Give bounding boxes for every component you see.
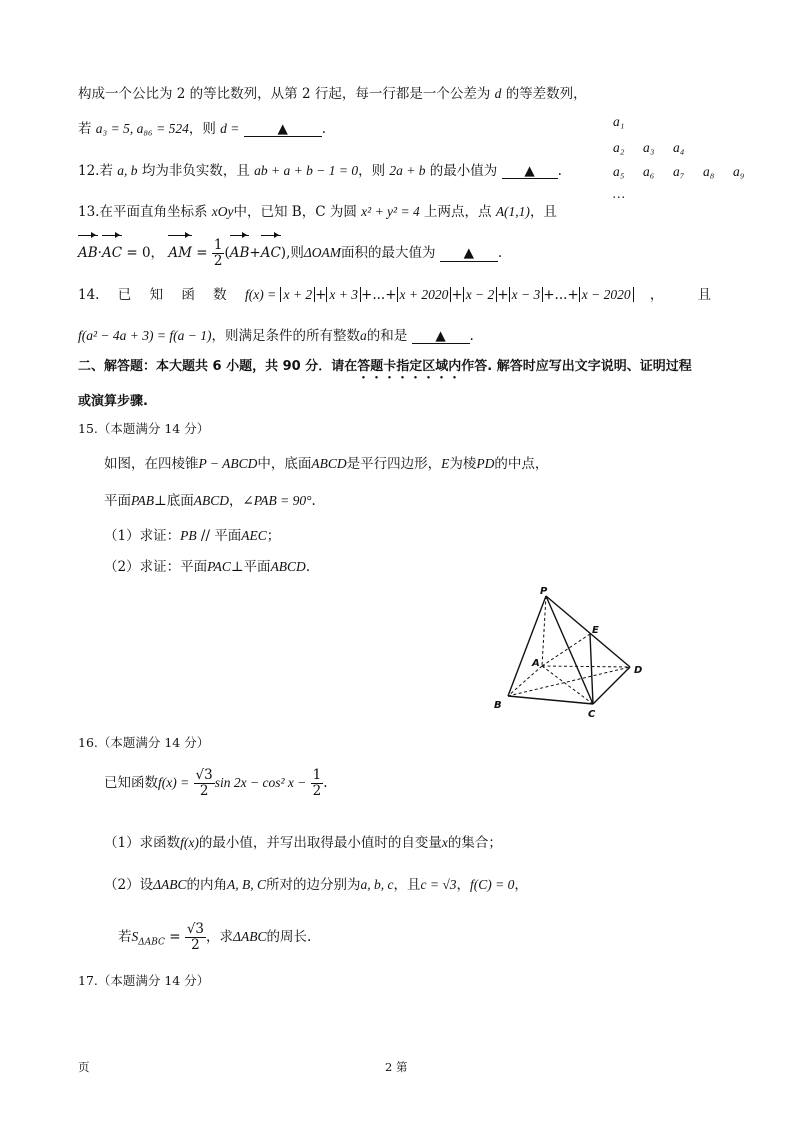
label-B: B (494, 700, 502, 711)
edge-CE (590, 634, 593, 704)
page-number: 2 第 (385, 1060, 408, 1074)
q12-line: 12.若 a, b 均为非负实数，且 ab + a + b − 1 = 0，则 2a + b 的最小值为 ▲ . (78, 163, 562, 179)
q13-line1: 13.在平面直角坐标系 xOy中，已知 B，C 为圆 x² + y² = 4 上两点，点 A(1,1)，且 (78, 204, 557, 220)
q15-line2: 平面PAB⊥底面ABCD，∠PAB = 90°. (104, 493, 316, 509)
q15-part2: （2）求证：平面PAC⊥平面ABCD. (104, 559, 311, 575)
fraction-half: $\frac{1}{2}$ (213, 237, 223, 269)
edge-BC (508, 696, 593, 704)
answer-blank-13[interactable]: ▲ (440, 245, 498, 262)
q14-line2: f(a² − 4a + 3) = f(a − 1)，则满足条件的所有整数a的和是 ▲ . (78, 328, 474, 344)
section-heading-line2: 或演算步骤. (78, 394, 148, 409)
label-D: D (634, 665, 643, 676)
q11-line2: 若 a₃ = 5, a₈₆ = 524，则 d = ▲ . (78, 121, 326, 137)
fraction-one-half: $\frac{1}{2}$ (312, 767, 322, 799)
fraction-sqrt3-over-2: $\frac{√3}{2}$ (195, 767, 213, 799)
label-E: E (592, 625, 599, 636)
edge-PC (546, 596, 593, 704)
label-A: A (532, 658, 540, 669)
q11-line1: 构成一个公比为 2 的等比数列，从第 2 行起，每一行都是一个公差为 d 的等差数列， (78, 86, 587, 102)
section-heading: 二、解答题：本大题共 6 小题，共 90 分．请在答题卡指定区域内作答. 解答时应写出文字说明、证明过程 (78, 359, 692, 374)
fraction-area: $\frac{√3}{2}$ (186, 921, 205, 953)
label-P: P (540, 586, 548, 597)
q14-line1: 14. 已 知 函 数 f(x) = x + 2 + x + 3 +...+ x + 2020 + x − 2 + x − 3 +...+ x − 2020 ， 且 (78, 287, 712, 303)
q17-header: 17.（本题满分 14 分） (78, 973, 210, 988)
q16-part2: （2）设ΔABC的内角A, B, C所对的边分别为a, b, c，且c = √3，f(C) = 0， (104, 877, 528, 893)
answer-blank-12[interactable]: ▲ (502, 164, 558, 179)
q16-header: 16.（本题满分 14 分） (78, 735, 210, 750)
edge-AE (542, 634, 590, 666)
edge-PD (546, 596, 630, 667)
edge-PB (508, 596, 546, 696)
label-C: C (588, 709, 596, 720)
q15-header: 15.（本题满分 14 分） (78, 421, 210, 436)
edge-AD (542, 666, 630, 667)
q16-part1: （1）求函数f(x)的最小值，并写出取得最小值时的自变量x的集合； (104, 835, 502, 851)
q13-line2: AB·AC = 0， AM = $\frac{1}{2}$ (AB+AC),则ΔOAM面积的最大值为 ▲ . (78, 237, 503, 269)
edge-BD (508, 667, 630, 696)
q16-line3: 若$S_{\Delta ABC}$ = $\frac{√3}{2}$ ，求ΔABC的周长. (118, 921, 312, 953)
q16-line1: 已知函数f(x) = $\frac{√3}{2}$ sin 2x − cos² x − $\frac{1}{2}$ . (104, 767, 328, 799)
footer-left: 页 (78, 1060, 90, 1074)
q15-line1: 如图，在四棱锥P − ABCD中，底面ABCD是平行四边形，E为棱PD的中点， (104, 456, 549, 472)
q15-part1: （1）求证：PB // 平面AEC； (104, 528, 281, 544)
pyramid-figure (480, 580, 660, 720)
edge-CD (593, 667, 630, 704)
answer-blank-11[interactable]: ▲ (244, 122, 322, 137)
answer-blank-14[interactable]: ▲ (412, 329, 470, 344)
